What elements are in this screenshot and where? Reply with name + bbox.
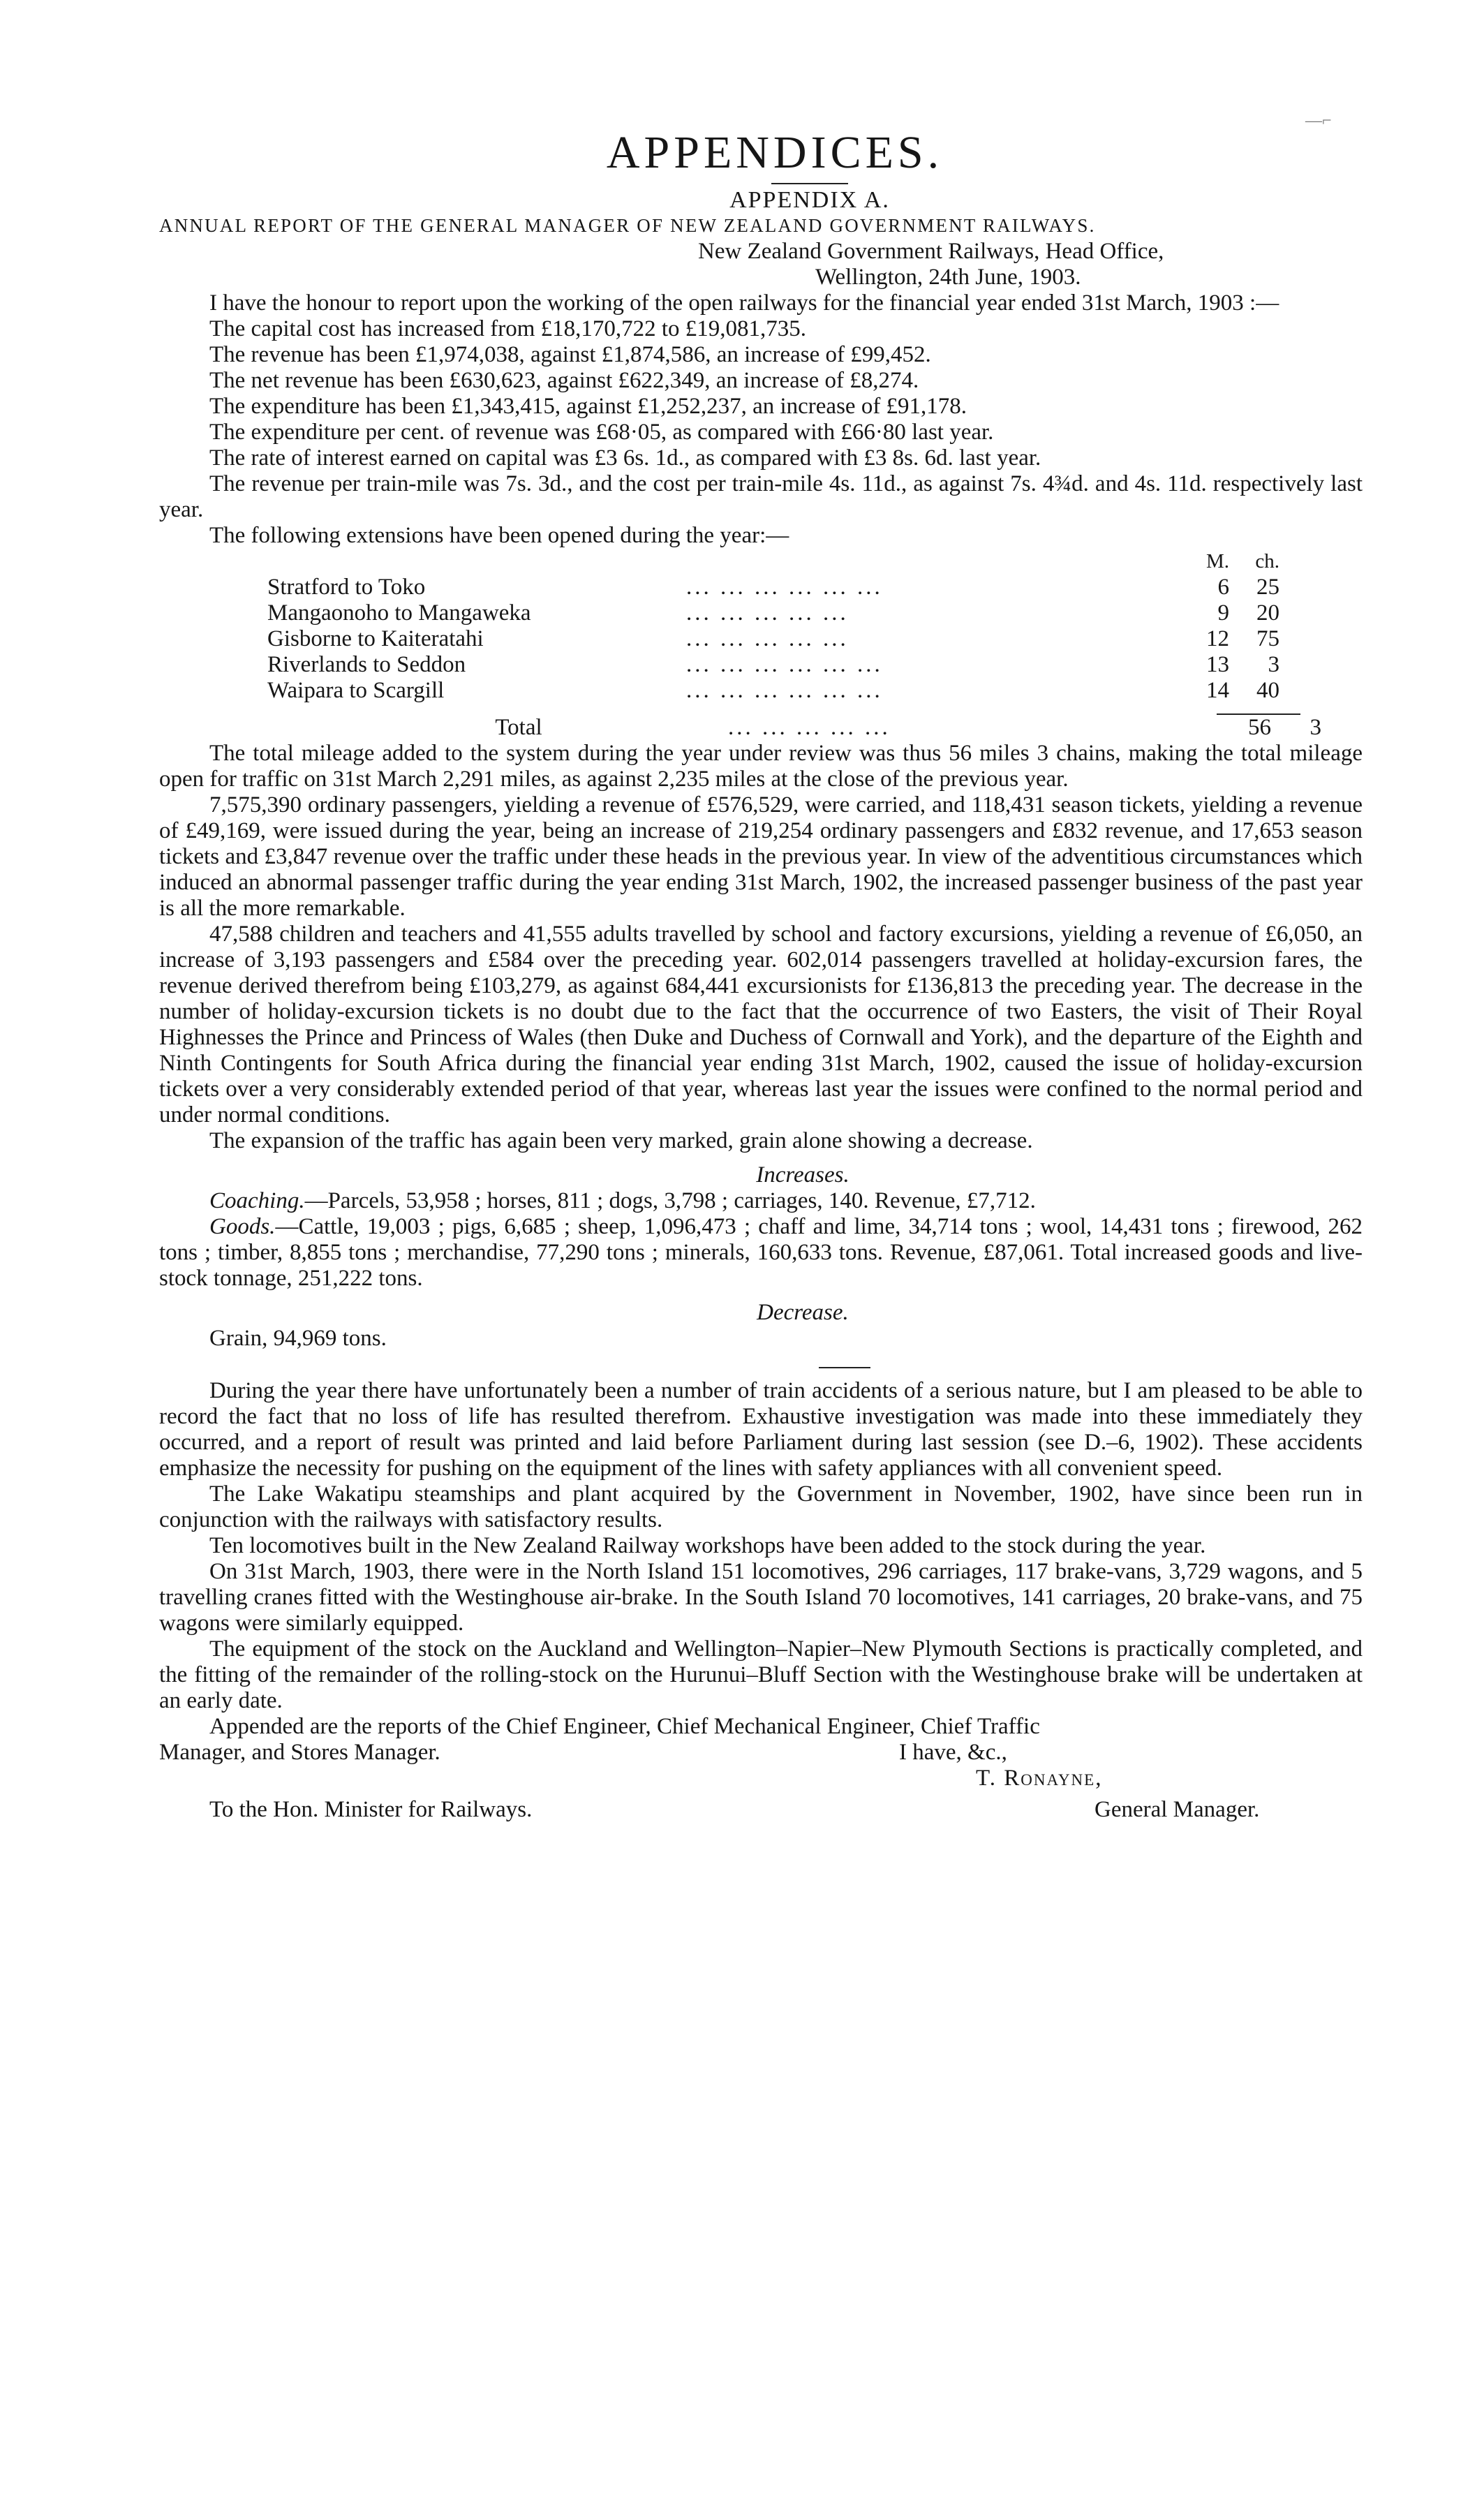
extensions-header-row — [267, 549, 1279, 575]
body-paragraph: The expansion of the traffic has again been very marked, grain alone showing a decrease. — [209, 1128, 1033, 1153]
extension-chains: 3 — [1268, 652, 1279, 677]
signature-row — [159, 1766, 1363, 1791]
address-line-1: New Zealand Government Railways, Head Office, — [698, 239, 1164, 264]
leader-dots: ... ... ... ... ... — [686, 600, 849, 626]
body-paragraph: 47,588 children and teachers and 41,555 adults travelled by school and factory excursions, yielding a revenue of £6,050, an increase of 3,193 passengers and £584 over the preceding year. 602,014 passengers travelled at holiday-excursion fares, the revenue derived therefrom being £103,279, as against 684,441 excursionists for £136,813 the preceding year. The decrease in the number of holiday-excursion tickets is no doubt due to the fact that the occurrence of two Easters, the visit of Their Royal Highnesses the Prince and Princess of Wales (then Duke and Duchess of Cornwall and York), and the departure of the Eighth and Ninth Contingents for South Africa during the financial year ending 31st March, 1902, caused the issue of holiday-excursion tickets over a very considerably extended period of that year, whereas last year the issues were confined to the normal period and under normal conditions. — [159, 922, 1363, 1127]
total-label: Total — [495, 715, 542, 740]
extensions-total-table — [267, 715, 1321, 741]
extension-miles: 9 — [1217, 600, 1229, 626]
extension-chains: 75 — [1256, 626, 1279, 651]
extension-row — [267, 652, 1279, 678]
stat-line: The expenditure has been £1,343,415, against £1,252,237, an increase of £91,178. — [209, 394, 967, 419]
leader-dots: ... ... ... ... ... ... — [686, 575, 883, 600]
extension-row — [267, 678, 1279, 704]
page-heading: APPENDICES. — [606, 127, 944, 178]
closing-line-2: Manager, and Stores Manager. — [159, 1740, 440, 1765]
extension-chains: 40 — [1256, 678, 1279, 703]
decrease-heading: Decrease. — [757, 1300, 849, 1325]
extensions-table — [267, 549, 1279, 704]
extension-row — [267, 575, 1279, 600]
addressee: To the Hon. Minister for Railways. — [209, 1797, 533, 1822]
goods-label: Goods. — [209, 1214, 276, 1239]
total-miles: 56 — [1248, 715, 1271, 740]
stat-line: The net revenue has been £630,623, against £622,349, an increase of £8,274. — [209, 368, 919, 393]
extension-row — [267, 626, 1279, 652]
goods-paragraph — [159, 1214, 1363, 1292]
extension-route: Riverlands to Seddon — [267, 652, 466, 677]
miles-column-header: M. — [1205, 550, 1229, 572]
intro-paragraph: I have the honour to report upon the working of the open railways for the financial year ended 31st March, 1903 :— — [209, 290, 1279, 316]
extension-chains: 25 — [1256, 575, 1279, 600]
stat-line: The capital cost has increased from £18,170,722 to £19,081,735. — [209, 316, 807, 341]
body-paragraph: Ten locomotives built in the New Zealand Railway workshops have been added to the stock during the year. — [209, 1533, 1206, 1558]
extension-row — [267, 600, 1279, 626]
appendix-label: APPENDIX A. — [729, 187, 890, 213]
total-chains: 3 — [1309, 715, 1321, 740]
goods-text: —Cattle, 19,003 ; pigs, 6,685 ; sheep, 1,096,473 ; chaff and lime, 34,714 tons ; wool, 14,431 tons ; firewood, 262 tons ; timber, 8,855 tons ; merchandise, 77,290 tons ; minerals, 160,633 tons. Revenue, £87,061. Total increased goods and live-stock tonnage, 251,222 tons. — [159, 1214, 1363, 1291]
leader-dots: ... ... ... ... ... — [686, 626, 849, 651]
heading-rule — [771, 183, 848, 184]
margin-mark: —⌐ — [1305, 112, 1332, 130]
extensions-intro: The following extensions have been opened during the year:— — [209, 523, 789, 548]
extension-route: Stratford to Toko — [267, 575, 426, 600]
extension-miles: 6 — [1217, 575, 1229, 600]
body-paragraph: On 31st March, 1903, there were in the North Island 151 locomotives, 296 carriages, 117 brake-vans, 3,729 wagons, and 5 travelling cranes fitted with the Westinghouse air-brake. In the South Island 70 locomotives, 141 carriages, 20 brake-vans, and 75 wagons were similarly equipped. — [159, 1559, 1363, 1636]
body-paragraph: 7,575,390 ordinary passengers, yielding a revenue of £576,529, were carried, and 118,431 season tickets, yielding a revenue of £49,169, were issued during the year, being an increase of 219,254 ordinary passengers and £832 revenue, and 17,653 season tickets and £3,847 revenue over the traffic under these heads in the previous year. In view of the adventitious circumstances which induced an abnormal passenger traffic during the year ending 31st March, 1902, the increased passenger business of the past year is all the more remarkable. — [159, 792, 1363, 921]
extension-chains: 20 — [1256, 600, 1279, 626]
extensions-total-row — [267, 715, 1321, 741]
stat-line: The expenditure per cent. of revenue was £68·05, as compared with £66·80 last year. — [209, 420, 994, 445]
coaching-label: Coaching. — [209, 1188, 305, 1213]
chains-column-header: ch. — [1255, 550, 1279, 572]
signature-title: General Manager. — [1095, 1797, 1260, 1822]
addressee-row — [159, 1797, 1363, 1823]
address-line-2: Wellington, 24th June, 1903. — [815, 265, 1081, 290]
coaching-text: —Parcels, 53,958 ; horses, 811 ; dogs, 3,798 ; carriages, 140. Revenue, £7,712. — [304, 1188, 1036, 1213]
stat-line: The rate of interest earned on capital was £3 6s. 1d., as compared with £3 8s. 6d. last year. — [209, 445, 1041, 471]
extension-route: Waipara to Scargill — [267, 678, 445, 703]
extension-miles: 13 — [1206, 652, 1229, 677]
extension-miles: 12 — [1206, 626, 1229, 651]
body-paragraph: The equipment of the stock on the Auckland and Wellington–Napier–New Plymouth Sections is practically completed, and the fitting of the remainder of the rolling-stock on the Hurunui–Bluff Section with the Westinghouse brake will be undertaken at an early date. — [159, 1636, 1363, 1713]
leader-dots: ... ... ... ... ... ... — [686, 652, 883, 677]
stat-line: The revenue has been £1,974,038, against £1,874,586, an increase of £99,452. — [209, 342, 931, 367]
extension-route: Gisborne to Kaiteratahi — [267, 626, 484, 651]
leader-dots: ... ... ... ... ... — [728, 715, 891, 740]
closing-line-1: Appended are the reports of the Chief Engineer, Chief Mechanical Engineer, Chief Traffic — [209, 1714, 1040, 1739]
closing-have: I have, &c., — [899, 1740, 1007, 1765]
closing-row — [159, 1740, 1363, 1766]
leader-dots: ... ... ... ... ... ... — [686, 678, 883, 703]
signature-name: T. Ronayne, — [976, 1766, 1103, 1791]
decrease-text: Grain, 94,969 tons. — [209, 1326, 387, 1351]
report-body — [159, 126, 1363, 1823]
extension-route: Mangaonoho to Mangaweka — [267, 600, 531, 626]
section-rule — [819, 1367, 870, 1368]
body-paragraph: The Lake Wakatipu steamships and plant acquired by the Government in November, 1902, have since been run in conjunction with the railways with satisfactory results. — [159, 1481, 1363, 1532]
extension-miles: 14 — [1206, 678, 1229, 703]
increases-heading: Increases. — [756, 1162, 849, 1188]
coaching-paragraph — [159, 1188, 1363, 1214]
body-paragraph: During the year there have unfortunately been a number of train accidents of a serious nature, but I am pleased to be able to record the fact that no loss of life has resulted therefrom. Exhaustive investigation was made into these immediately they occurred, and a report of result was printed and laid before Parliament during last session (see D.–6, 1902). These accidents emphasize the necessity for pushing on the equipment of the lines with safety appliances with all convenient speed. — [159, 1378, 1363, 1481]
report-title: ANNUAL REPORT OF THE GENERAL MANAGER OF NEW ZEALAND GOVERNMENT RAILWAYS. — [159, 215, 1096, 236]
train-mile-paragraph: The revenue per train-mile was 7s. 3d., and the cost per train-mile 4s. 11d., as against 7s. 4¾d. and 4s. 11d. respectively last year. — [159, 471, 1363, 522]
body-paragraph: The total mileage added to the system during the year under review was thus 56 miles 3 chains, making the total mileage open for traffic on 31st March 2,291 miles, as against 2,235 miles at the close of the previous year. — [159, 741, 1363, 792]
